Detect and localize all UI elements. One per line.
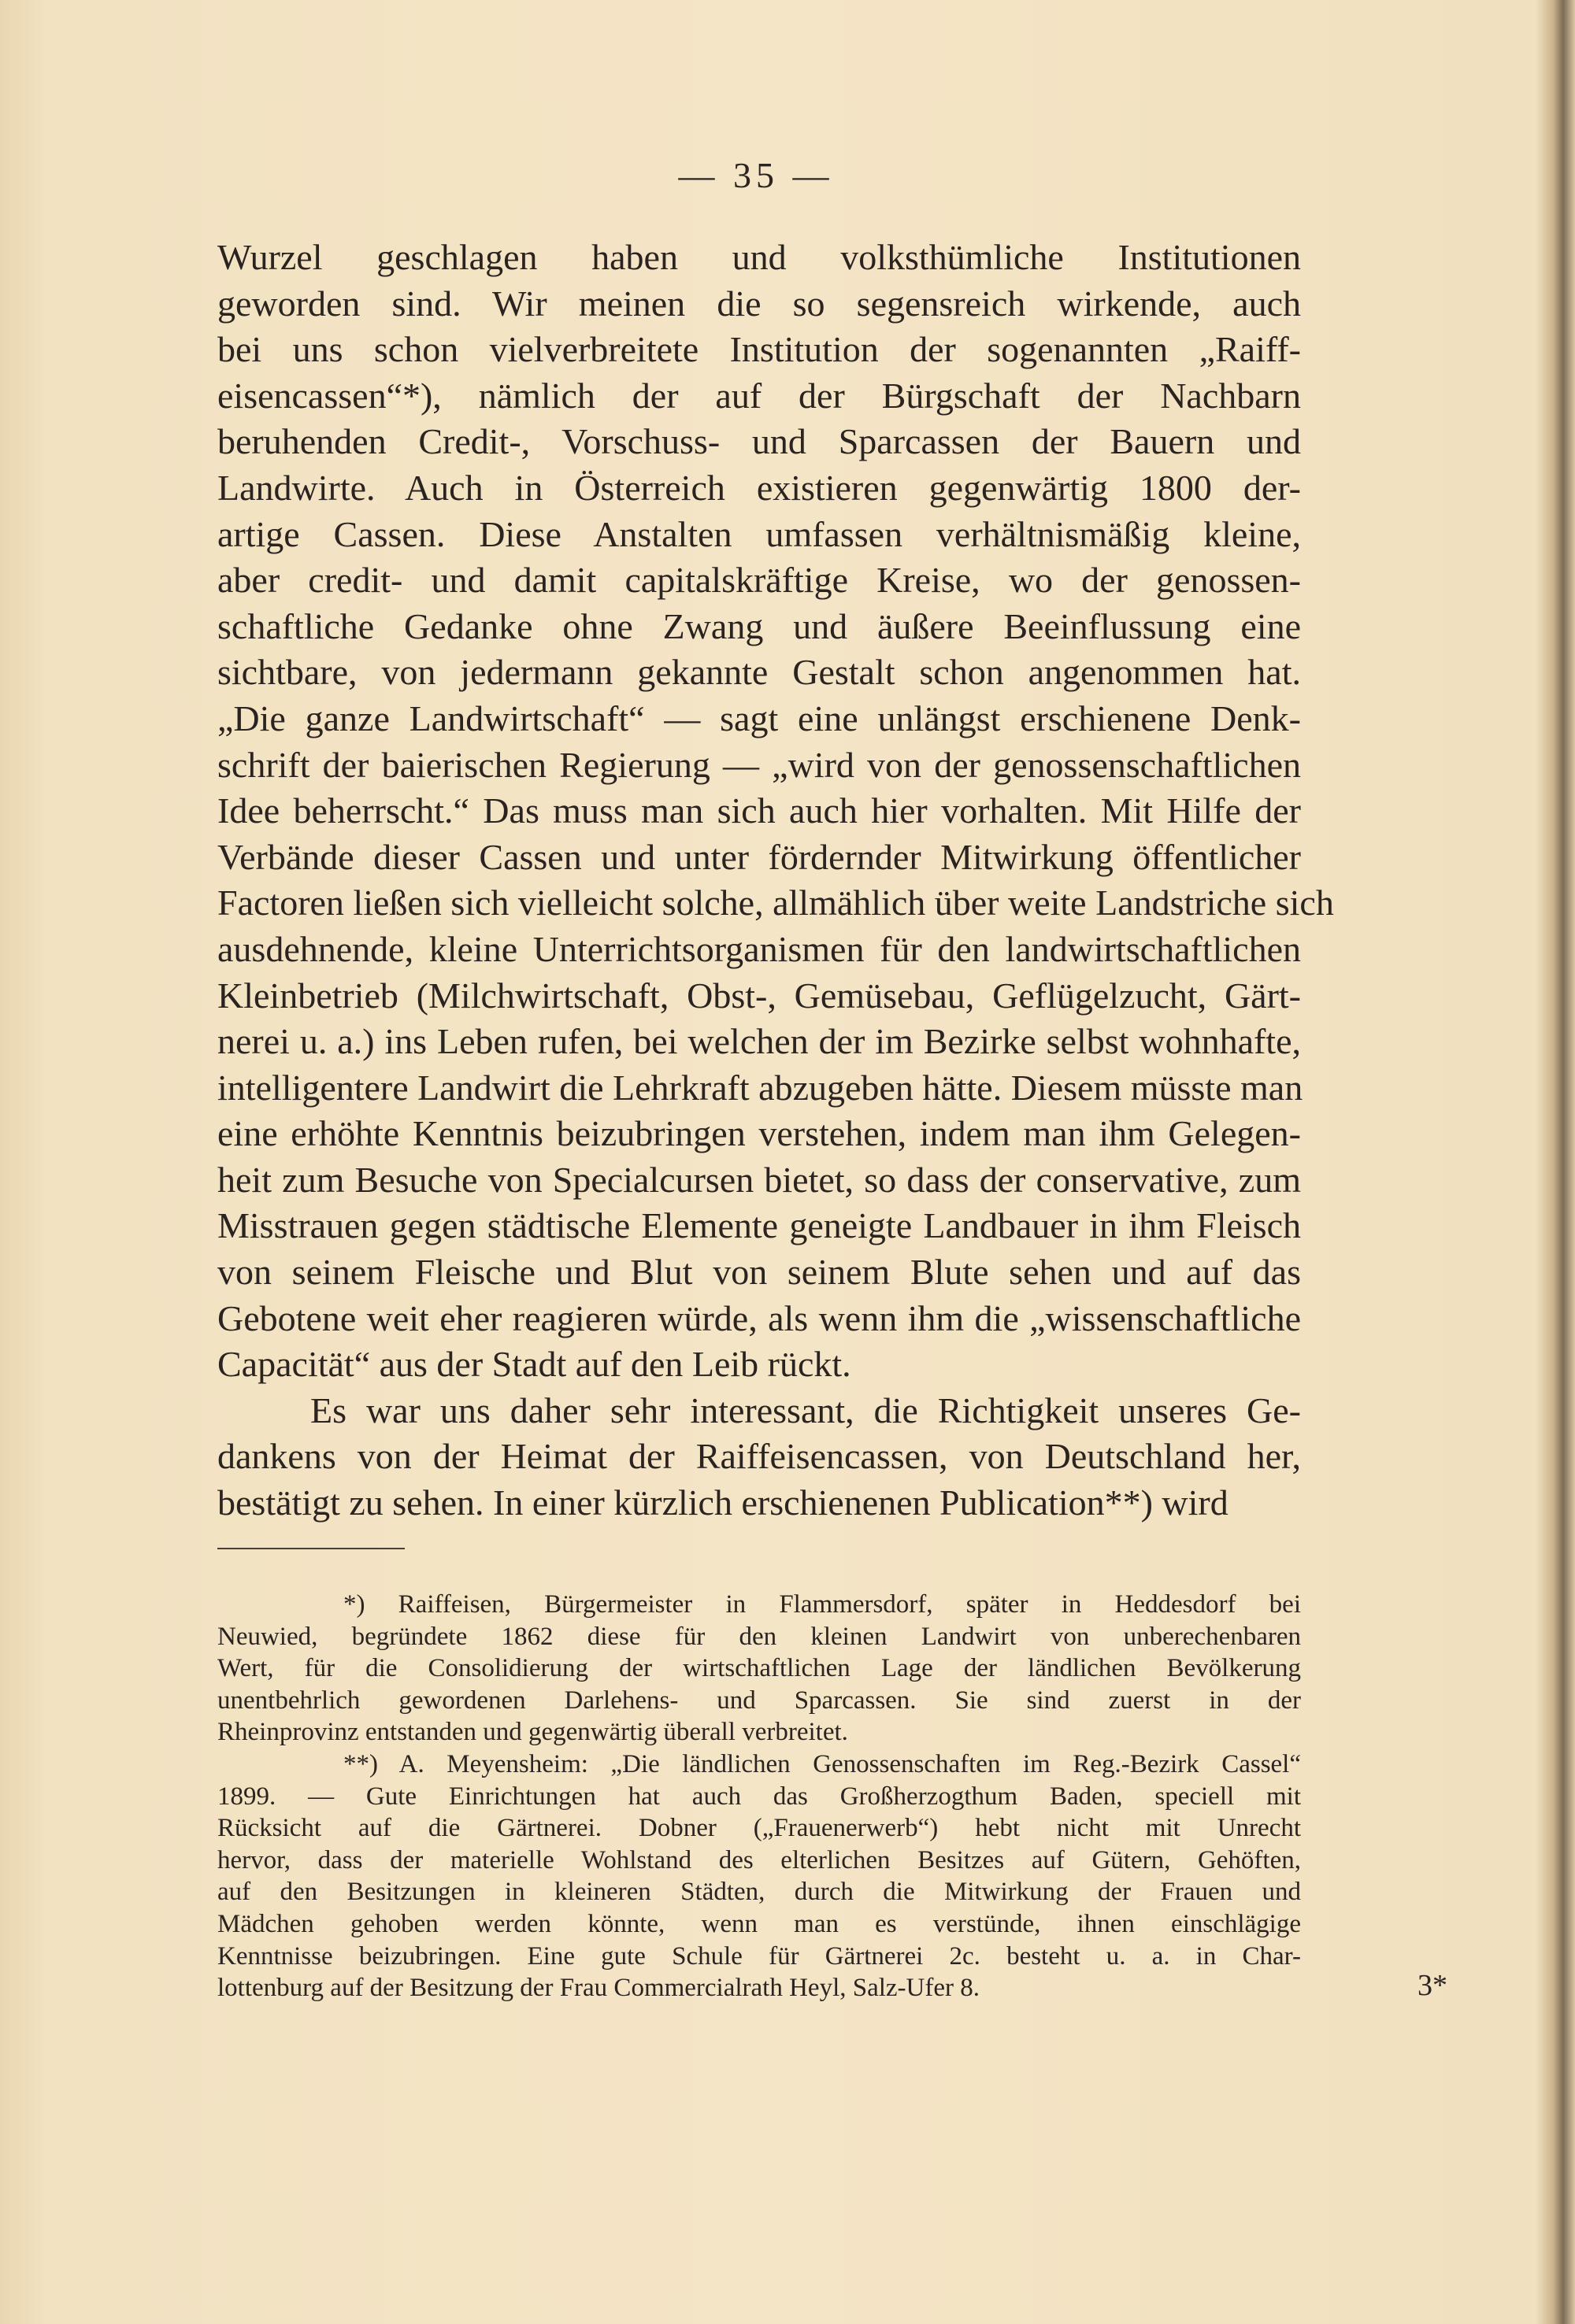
body-line: sichtbare, von jedermann gekannte Gestalt schon angenommen hat. (217, 652, 1301, 693)
body-line: beruhenden Credit-, Vorschuss- und Sparcassen der Bauern und (217, 421, 1301, 462)
footnote-line: Wert, für die Consolidierung der wirtschaftlichen Lage der ländlichen Bevölkerung (217, 1654, 1301, 1683)
footnote-line: Neuwied, begründete 1862 diese für den kleinen Landwirt von unberechenbaren (217, 1622, 1301, 1651)
body-line: Misstrauen gegen städtische Elemente geneigte Landbauer in ihm Fleisch (217, 1205, 1301, 1246)
signature-mark: 3* (1418, 1969, 1447, 2002)
footnote-line: **) A. Meyensheim: „Die ländlichen Genossenschaften im Reg.-Bezirk Cassel“ (343, 1749, 1301, 1778)
body-line: ausdehnende, kleine Unterrichtsorganismen für den landwirtschaftlichen (217, 928, 1301, 969)
footnote-line: unentbehrlich gewordenen Darlehens- und Sparcassen. Sie sind zuerst in der (217, 1686, 1301, 1715)
footnote-divider (217, 1548, 405, 1549)
body-line: dankens von der Heimat der Raiffeisencassen, von Deutschland her, (217, 1436, 1301, 1477)
body-line: Verbände dieser Cassen und unter fördernder Mitwirkung öffentlicher (217, 836, 1301, 877)
body-line: artige Cassen. Diese Anstalten umfassen verhältnismäßig kleine, (217, 513, 1301, 554)
footnote-line: auf den Besitzungen in kleineren Städten, durch die Mitwirkung der Frauen und (217, 1878, 1301, 1907)
footnote-line: Mädchen gehoben werden könnte, wenn man es verstünde, ihnen einschlägige (217, 1909, 1301, 1938)
footnote-line: lottenburg auf der Besitzung der Frau Commercialrath Heyl, Salz-Ufer 8. (217, 1974, 980, 2003)
body-line: schrift der baierischen Regierung — „wird von der genossenschaftlichen (217, 744, 1301, 785)
body-line: „Die ganze Landwirtschaft“ — sagt eine unlängst erschienene Denk- (217, 698, 1301, 738)
body-line: Factoren ließen sich vielleicht solche, allmählich über weite Landstriche sich (217, 883, 1334, 923)
body-line: intelligentere Landwirt die Lehrkraft abzugeben hätte. Diesem müsste man (217, 1067, 1303, 1108)
body-line: Idee beherrscht.“ Das muss man sich auch hier vorhalten. Mit Hilfe der (217, 790, 1301, 831)
body-line: geworden sind. Wir meinen die so segensreich wirkende, auch (217, 283, 1301, 324)
body-line: Kleinbetrieb (Milchwirtschaft, Obst-, Gemüsebau, Geflügelzucht, Gärt- (217, 975, 1301, 1016)
page-number: — 35 — (678, 155, 834, 195)
footnote-line: 1899. — Gute Einrichtungen hat auch das Großherzogthum Baden, speciell mit (217, 1782, 1301, 1811)
body-line: von seinem Fleische und Blut von seinem Blute sehen und auf das (217, 1252, 1301, 1293)
footnote-line: Rücksicht auf die Gärtnerei. Dobner („Frauenerwerb“) hebt nicht mit Unrecht (217, 1814, 1301, 1843)
footnote-line: *) Raiffeisen, Bürgermeister in Flammersdorf, später in Heddesdorf bei (343, 1590, 1301, 1619)
body-line: heit zum Besuche von Specialcursen bietet, so dass der conservative, zum (217, 1159, 1301, 1200)
body-line: nerei u. a.) ins Leben rufen, bei welchen der im Bezirke selbst wohnhafte, (217, 1021, 1301, 1062)
body-line: bei uns schon vielverbreitete Institution der sogenannten „Raiff- (217, 329, 1301, 370)
footnotes (217, 1589, 1301, 2004)
footnote-line: hervor, dass der materielle Wohlstand des elterlichen Besitzes auf Gütern, Gehöften, (217, 1845, 1301, 1874)
footnote-line: Rheinprovinz entstanden und gegenwärtig überall verbreitet. (217, 1718, 848, 1747)
body-line: Es war uns daher sehr interessant, die Richtigkeit unseres Ge- (310, 1390, 1301, 1430)
body-line: eisencassen“*), nämlich der auf der Bürgschaft der Nachbarn (217, 375, 1301, 416)
body-line: Landwirte. Auch in Österreich existieren gegenwärtig 1800 der- (217, 467, 1301, 508)
body-line: bestätigt zu sehen. In einer kürzlich erschienenen Publication**) wird (217, 1482, 1228, 1523)
body-line: schaftliche Gedanke ohne Zwang und äußere Beeinflussung eine (217, 605, 1301, 646)
body-line: Wurzel geschlagen haben und volksthümliche Institutionen (217, 237, 1301, 277)
body-text (217, 235, 1334, 1527)
body-line: aber credit- und damit capitalskräftige Kreise, wo der genossen- (217, 560, 1301, 601)
body-line: eine erhöhte Kenntnis beizubringen verstehen, indem man ihm Gelegen- (217, 1113, 1301, 1154)
body-line: Capacität“ aus der Stadt auf den Leib rückt. (217, 1344, 851, 1385)
footnote-line: Kenntnisse beizubringen. Eine gute Schule für Gärtnerei 2c. besteht u. a. in Char- (217, 1941, 1301, 1971)
body-line: Gebotene weit eher reagieren würde, als wenn ihm die „wissenschaftliche (217, 1297, 1301, 1338)
